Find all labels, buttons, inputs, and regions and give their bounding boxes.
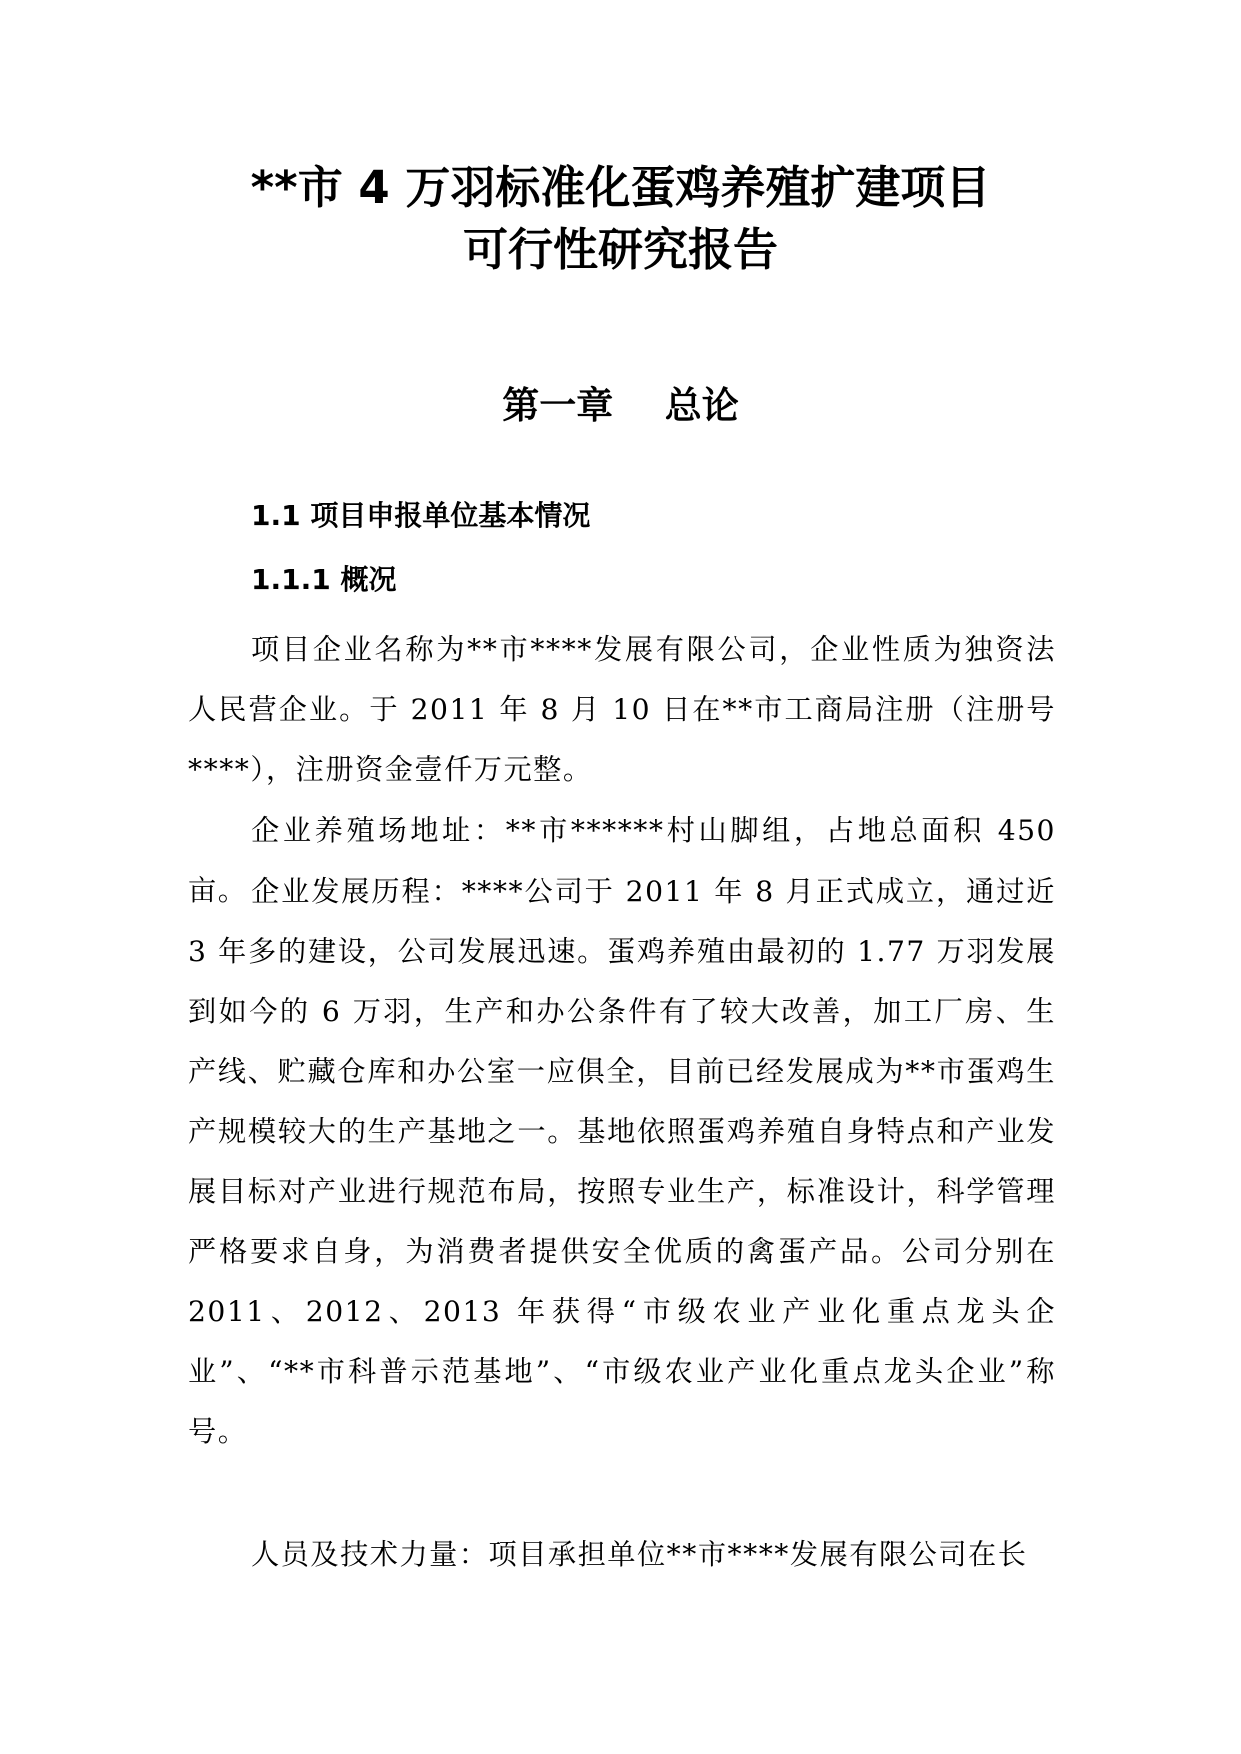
section-heading-1-1: 1.1 项目申报单位基本情况 — [251, 499, 591, 532]
paragraph-development-history: 企业发展历程：****公司于 2011 年 8 月正式成立，通过近 3 年多的建设，公司发展迅速。蛋鸡养殖由最初的 1.77 万羽发展到如今的 6 万羽，生产和办公条件有了较大改善，加工厂房、生产线、贮藏仓库和办公室一应俱全，目前已经发展成为**市蛋鸡生产规模较大的生产基地之一。基地依照蛋鸡养殖自身特点和产业发展目标对产业进行规范布局，按照专业生产，标准设计，科学管理严格要求自身，为消费者提供安全优质的禽蛋产品。公司分别在 2011、2012、2013 年获得“市级农业产业化重点龙头企业”、“**市科普示范基地”、“市级农业产业化重点龙头企业”称号。 — [188, 875, 1056, 1448]
paragraph-farm-address: 企业养殖场地址：**市******村山脚组，占地总面积 450 亩。 — [188, 814, 1056, 907]
paragraph-staff-technology: 人员及技术力量：项目承担单位**市****发展有限公司在长 — [251, 1538, 1028, 1571]
paragraph-company-overview: 项目企业名称为**市****发展有限公司，企业性质为独资法人民营企业。于 2011 年 8 月 10 日在**市工商局注册（注册号****），注册资金壹仟万元整。 — [188, 633, 1056, 786]
section-heading-1-1-1: 1.1.1 概况 — [251, 563, 397, 596]
document-title-line-1: **市 4 万羽标准化蛋鸡养殖扩建项目 — [250, 161, 991, 214]
chapter-heading: 第一章 总论 — [502, 384, 739, 427]
document-title-line-2: 可行性研究报告 — [462, 223, 778, 276]
